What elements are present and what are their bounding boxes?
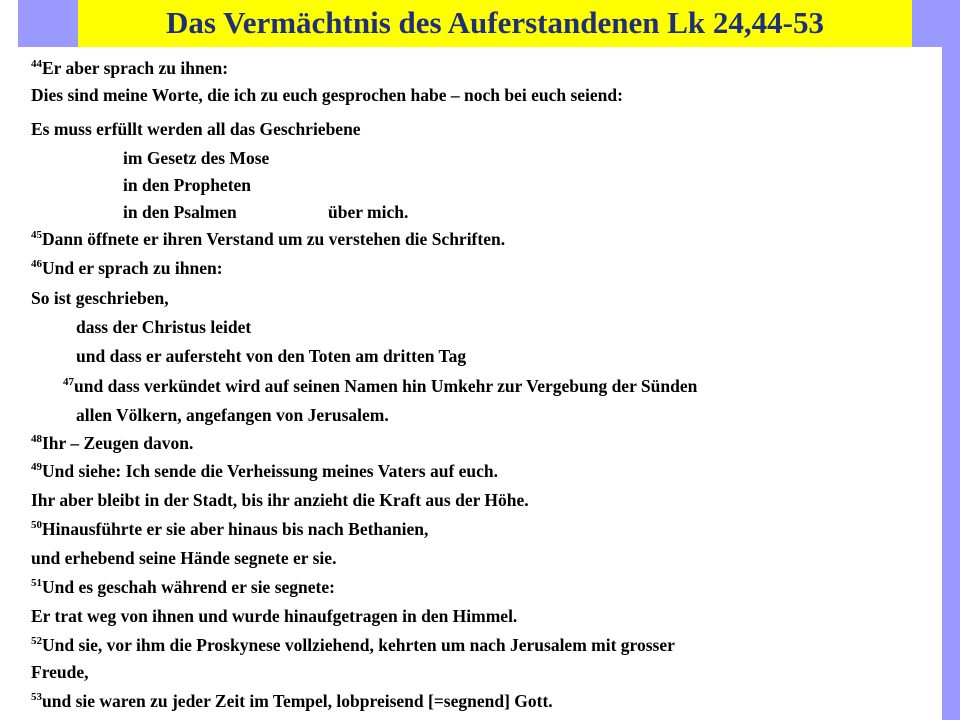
verse-number: 50 — [31, 519, 42, 531]
line-text: Und er sprach zu ihnen: — [42, 258, 223, 278]
line-text: Es muss erfüllt werden all das Geschriebene — [31, 119, 361, 139]
verse-number: 49 — [31, 461, 42, 473]
line-text: Und es geschah während er sie segnete: — [42, 577, 335, 597]
text-line-extra — [328, 201, 408, 223]
verse-number: 47 — [63, 376, 74, 388]
line-text: Er aber sprach zu ihnen: — [42, 58, 229, 78]
text-line — [31, 634, 675, 656]
text-line — [31, 257, 223, 279]
line-text: Hinausführte er sie aber hinaus bis nach Bethanien, — [42, 519, 429, 539]
text-line — [76, 404, 389, 426]
line-text: Er trat weg von ihnen und wurde hinaufgetragen in den Himmel. — [31, 606, 518, 626]
line-text: im Gesetz des Mose — [123, 148, 270, 168]
text-line — [76, 316, 251, 338]
text-line — [31, 576, 335, 598]
text-line — [76, 345, 466, 367]
text-line — [63, 375, 697, 397]
title-bar — [78, 0, 912, 47]
line-text: und dass verkündet wird auf seinen Namen hin Umkehr zur Vergebung der Sünden — [74, 376, 698, 396]
scripture-text-panel — [18, 47, 942, 720]
line-text: Ihr aber bleibt in der Stadt, bis ihr anzieht die Kraft aus der Höhe. — [31, 490, 529, 510]
verse-number: 44 — [31, 58, 42, 70]
line-text: und sie waren zu jeder Zeit im Tempel, lobpreisend [=segnend] Gott. — [42, 691, 553, 711]
line-text: Dies sind meine Worte, die ich zu euch gesprochen habe – noch bei euch seiend: — [31, 85, 623, 105]
line-text: über mich. — [328, 202, 409, 222]
line-text: in den Psalmen — [123, 202, 237, 222]
page-title: Das Vermächtnis des Auferstandenen Lk 24,44-53 — [166, 5, 824, 40]
text-line — [31, 518, 428, 540]
left-margin-strip — [0, 0, 18, 720]
text-line — [31, 57, 228, 79]
verse-number: 53 — [31, 691, 42, 703]
line-text: So ist geschrieben, — [31, 288, 169, 308]
text-line — [31, 228, 505, 250]
text-line — [123, 201, 237, 223]
verse-number: 48 — [31, 433, 42, 445]
verse-number: 46 — [31, 258, 42, 270]
text-line — [31, 690, 553, 712]
text-line — [31, 489, 529, 511]
line-text: Und siehe: Ich sende die Verheissung meines Vaters auf euch. — [42, 461, 499, 481]
text-line — [31, 84, 623, 106]
line-text: Ihr – Zeugen davon. — [42, 433, 194, 453]
line-text: Und sie, vor ihm die Proskynese vollziehend, kehrten um nach Jerusalem mit grosser — [42, 635, 675, 655]
line-text: dass der Christus leidet — [76, 317, 252, 337]
line-text: und erhebend seine Hände segnete er sie. — [31, 548, 337, 568]
text-line — [123, 174, 251, 196]
verse-number: 45 — [31, 229, 42, 241]
line-text: Dann öffnete er ihren Verstand um zu verstehen die Schriften. — [42, 229, 506, 249]
text-line — [123, 147, 269, 169]
line-text: in den Propheten — [123, 175, 252, 195]
line-text: Freude, — [31, 662, 89, 682]
text-line — [31, 547, 336, 569]
text-line — [31, 432, 193, 454]
text-line — [31, 460, 498, 482]
verse-number: 51 — [31, 577, 42, 589]
text-line — [31, 118, 361, 140]
text-line — [31, 287, 169, 309]
verse-number: 52 — [31, 635, 42, 647]
line-text: und dass er aufersteht von den Toten am dritten Tag — [76, 346, 467, 366]
line-text: allen Völkern, angefangen von Jerusalem. — [76, 405, 389, 425]
text-line — [31, 605, 517, 627]
text-line — [31, 661, 89, 683]
